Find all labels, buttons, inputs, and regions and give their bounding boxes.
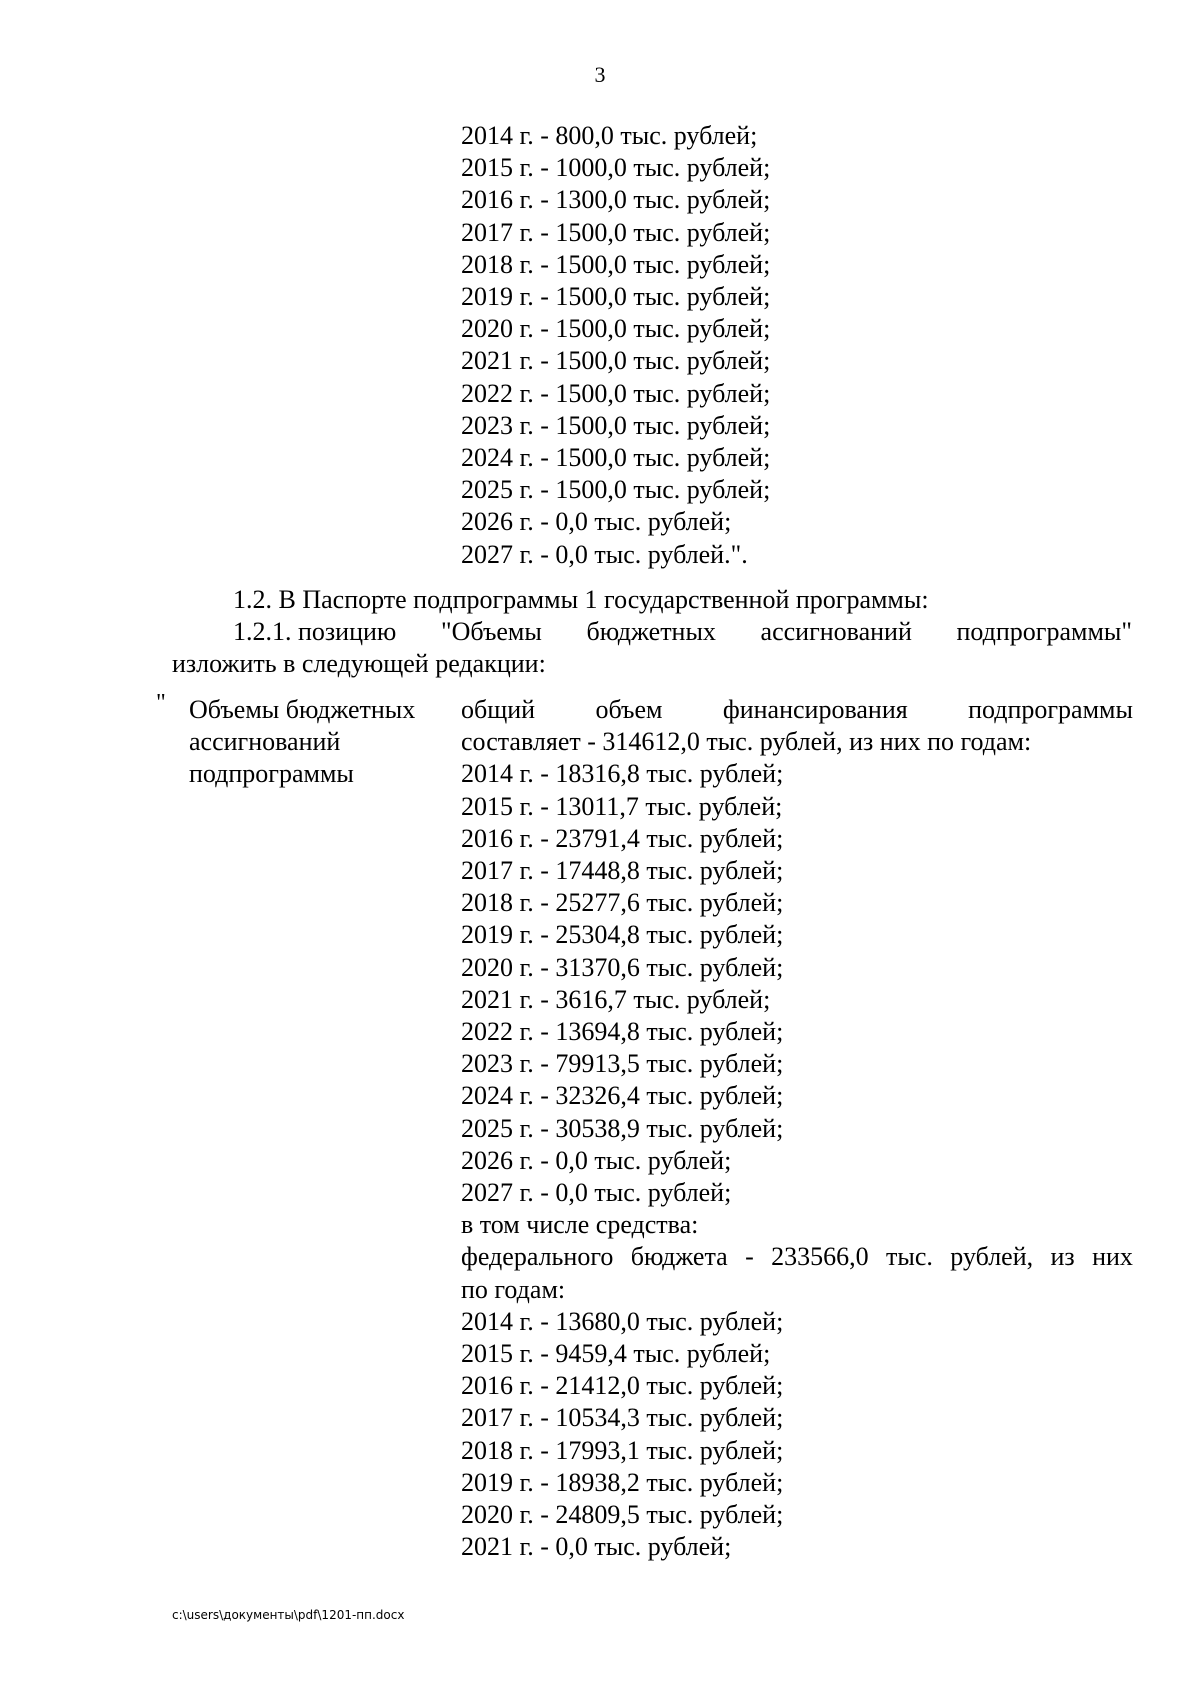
list-item: 2014 г. - 13680,0 тыс. рублей; <box>461 1306 784 1336</box>
funding-by-year-list <box>461 120 770 571</box>
word: подпрограммы" <box>956 617 1132 646</box>
word: объем <box>595 695 663 724</box>
paragraph-1-2: 1.2. В Паспорте подпрограммы 1 государственной программы: <box>233 585 929 614</box>
word: рублей, <box>950 1242 1034 1272</box>
list-item: 2021 г. - 3616,7 тыс. рублей; <box>461 984 771 1014</box>
word: бюджета <box>630 1242 728 1272</box>
label-line: ассигнований <box>189 727 341 757</box>
list-item: 2026 г. - 0,0 тыс. рублей; <box>461 507 732 537</box>
list-item: 2020 г. - 24809,5 тыс. рублей; <box>461 1500 784 1530</box>
opening-quote-mark: " <box>156 690 166 716</box>
word: финансирования <box>722 695 908 724</box>
list-item: 2021 г. - 0,0 тыс. рублей; <box>461 1532 732 1562</box>
list-item: 2016 г. - 23791,4 тыс. рублей; <box>461 823 784 853</box>
word: ассигнований <box>760 617 912 646</box>
table-label-cell <box>189 694 415 791</box>
list-item: 2027 г. - 0,0 тыс. рублей; <box>461 1178 732 1208</box>
list-item: 2016 г. - 1300,0 тыс. рублей; <box>461 185 771 215</box>
list-item: 2018 г. - 25277,6 тыс. рублей; <box>461 888 784 918</box>
list-item: 2020 г. - 1500,0 тыс. рублей; <box>461 314 771 344</box>
word: 1.2.1. позицию <box>233 617 397 646</box>
list-item: 2015 г. - 9459,4 тыс. рублей; <box>461 1339 771 1369</box>
word: 233566,0 <box>771 1242 869 1272</box>
footer-file-path: c:\users\документы\pdf\1201-пп.docx <box>172 1608 405 1622</box>
word: общий <box>461 695 536 724</box>
list-item: 2018 г. - 17993,1 тыс. рублей; <box>461 1435 784 1465</box>
paragraph-1-2-1 <box>172 616 1132 680</box>
word: из <box>1050 1242 1075 1272</box>
list-item: 2017 г. - 17448,8 тыс. рублей; <box>461 856 784 886</box>
word: - <box>745 1242 754 1272</box>
list-item: 2022 г. - 13694,8 тыс. рублей; <box>461 1017 784 1047</box>
list-item: 2026 г. - 0,0 тыс. рублей; <box>461 1145 732 1175</box>
list-item: 2016 г. - 21412,0 тыс. рублей; <box>461 1371 784 1401</box>
paragraph-1-2-1-line2: изложить в следующей редакции: <box>172 649 546 679</box>
list-item: 2024 г. - 1500,0 тыс. рублей; <box>461 443 771 473</box>
list-item: 2019 г. - 25304,8 тыс. рублей; <box>461 920 784 950</box>
label-line: Объемы бюджетных <box>189 695 416 724</box>
intro-line-2: составляет - 314612,0 тыс. рублей, из них по годам: <box>461 727 1032 757</box>
federal-budget-line-2: по годам: <box>461 1274 566 1304</box>
list-item: 2023 г. - 1500,0 тыс. рублей; <box>461 410 771 440</box>
list-item: 2014 г. - 800,0 тыс. рублей; <box>461 121 758 150</box>
list-item: 2025 г. - 30538,9 тыс. рублей; <box>461 1113 784 1143</box>
list-item: 2025 г. - 1500,0 тыс. рублей; <box>461 475 771 505</box>
word: тыс. <box>886 1242 933 1272</box>
list-item: 2017 г. - 1500,0 тыс. рублей; <box>461 217 771 247</box>
list-item: 2018 г. - 1500,0 тыс. рублей; <box>461 249 771 279</box>
word: подпрограммы <box>968 695 1133 724</box>
list-item: 2014 г. - 18316,8 тыс. рублей; <box>461 759 784 789</box>
list-item: 2017 г. - 10534,3 тыс. рублей; <box>461 1403 784 1433</box>
list-item: 2021 г. - 1500,0 тыс. рублей; <box>461 346 771 376</box>
table-content-cell <box>461 694 1133 1563</box>
list-item: 2027 г. - 0,0 тыс. рублей.". <box>461 539 748 569</box>
word: бюджетных <box>586 617 716 646</box>
intro-line <box>461 694 1133 726</box>
list-item: 2022 г. - 1500,0 тыс. рублей; <box>461 378 771 408</box>
word: федерального <box>461 1242 614 1272</box>
list-item: 2020 г. - 31370,6 тыс. рублей; <box>461 952 784 982</box>
word: "Объемы <box>440 617 542 646</box>
federal-budget-line <box>461 1241 1133 1273</box>
list-item: 2015 г. - 1000,0 тыс. рублей; <box>461 153 771 183</box>
word: них <box>1092 1242 1133 1272</box>
list-item: 2023 г. - 79913,5 тыс. рублей; <box>461 1049 784 1079</box>
including-line: в том числе средства: <box>461 1210 699 1240</box>
list-item: 2015 г. - 13011,7 тыс. рублей; <box>461 791 783 821</box>
paragraph-1-2-1-line1 <box>172 616 1132 648</box>
list-item: 2019 г. - 18938,2 тыс. рублей; <box>461 1467 784 1497</box>
page-number: 3 <box>594 62 606 87</box>
list-item: 2024 г. - 32326,4 тыс. рублей; <box>461 1081 784 1111</box>
label-line: подпрограммы <box>189 759 354 789</box>
list-item: 2019 г. - 1500,0 тыс. рублей; <box>461 282 771 312</box>
